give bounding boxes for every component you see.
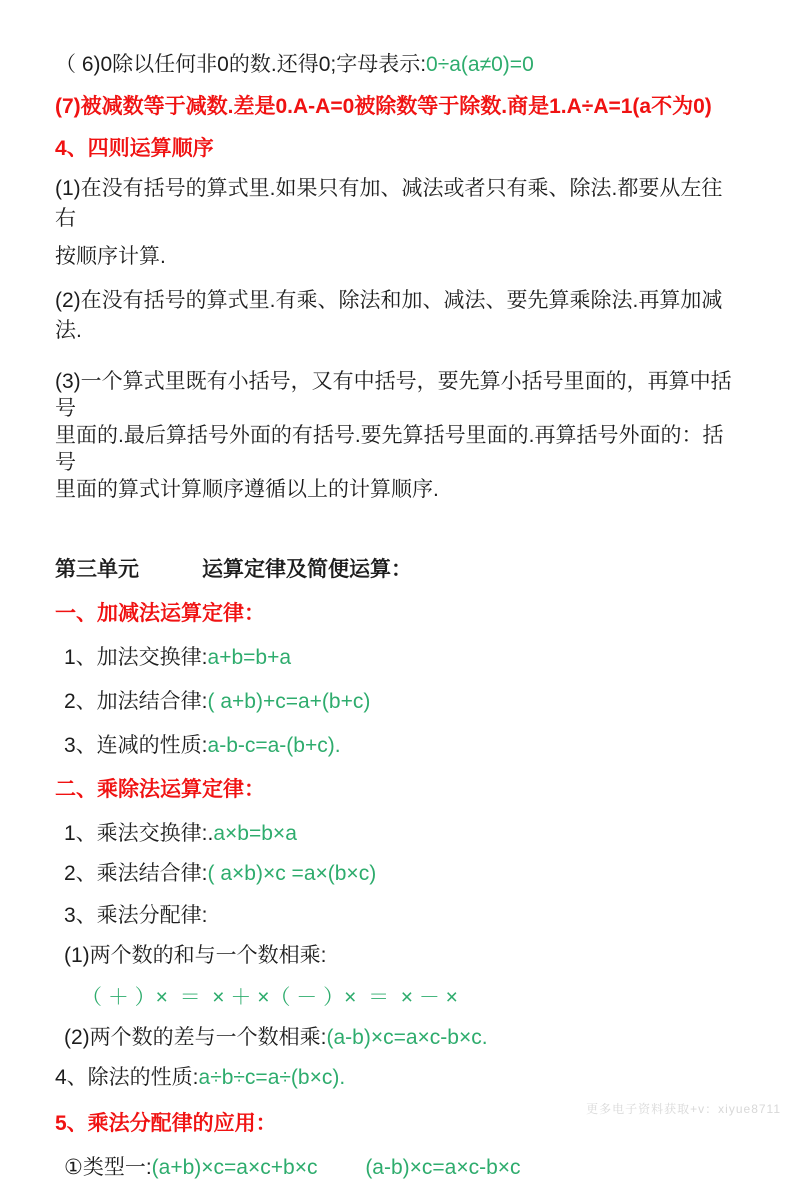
order-rule-1-line-1-seg-0: (1)在没有括号的算式里.如果只有加、减法或者只有乘、除法.都要从左往右 [55, 177, 723, 230]
heading-mul-div-laws [55, 775, 743, 805]
law-mul-associative-seg-1: ( a×b)×c =a×(b×c) [207, 862, 377, 885]
law-add-associative-seg-0: 2、加法结合律: [64, 690, 208, 713]
law-subtraction-property-seg-0: 3、连减的性质: [64, 734, 208, 757]
heading-mul-div-laws-seg-0: 二、乘除法运算定律： [55, 778, 265, 801]
order-rule-3-line-3-seg-0: 里面的算式计算顺序遵循以上的计算顺序. [55, 478, 439, 501]
order-rule-3-line-1-seg-0: (3)一个算式里既有小括号，又有中括号，要先算小括号里面的，再算中括号 [55, 370, 732, 420]
order-rule-3-line-2 [55, 422, 743, 476]
distributive-type-1-seg-2 [317, 1156, 365, 1179]
distributive-type-1-seg-3: (a-b)×c=a×c-b×c [365, 1156, 521, 1179]
order-rule-3-line-1 [55, 368, 743, 422]
law-mul-distributive [64, 901, 743, 931]
law-mul-associative-seg-0: 2、乘法结合律: [64, 862, 208, 885]
law-add-commutative-seg-1: a+b=b+a [207, 646, 292, 669]
distributive-case-2-seg-0: (2)两个数的差与一个数相乘: [64, 1026, 327, 1049]
distributive-case-1-label [64, 941, 743, 971]
law-add-commutative-seg-0: 1、加法交换律: [64, 646, 208, 669]
distributive-type-1 [64, 1153, 743, 1183]
order-rule-1-line-2 [55, 242, 743, 272]
law-division-property-seg-0: 4、除法的性质: [55, 1066, 199, 1089]
heading-add-sub-laws [55, 599, 743, 629]
rule-6-zero-divided-seg-0: （ 6)0除以任何非0的数.还得0;字母表示: [55, 53, 427, 76]
order-rule-1-line-1 [55, 174, 743, 234]
law-add-associative-seg-1: ( a+b)+c=a+(b+c) [207, 690, 371, 713]
heading-operation-order [55, 134, 743, 164]
heading-distributive-application-seg-0: 5、乘法分配律的应用： [55, 1112, 277, 1135]
law-division-property-seg-1: a÷b÷c=a÷(b×c). [198, 1066, 346, 1089]
order-rule-3-line-3 [55, 476, 743, 503]
law-mul-commutative-seg-1: a×b=b×a [213, 822, 297, 845]
law-division-property [55, 1063, 743, 1093]
order-rule-3-line-2-seg-0: 里面的.最后算括号外面的有括号.要先算括号里面的.再算括号外面的：括号 [55, 424, 724, 474]
distributive-type-1-seg-1: (a+b)×c=a×c+b×c [151, 1156, 318, 1179]
rule-7-minuend-equals-seg-0: (7)被减数等于减数.差是0.A-A=0被除数等于除数.商是1.A÷A=1(a不为0) [55, 95, 712, 118]
law-mul-commutative [64, 819, 743, 849]
distributive-case-2-seg-1: (a-b)×c=a×c-b×c. [326, 1026, 488, 1049]
distributive-case-2 [64, 1023, 743, 1053]
distributive-type-1-seg-0: ①类型一: [64, 1156, 152, 1179]
distributive-case-1-label-seg-0: (1)两个数的和与一个数相乘: [64, 944, 327, 967]
law-mul-associative [64, 859, 743, 889]
heading-add-sub-laws-seg-0: 一、加减法运算定律： [55, 602, 265, 625]
law-mul-commutative-seg-0: 1、乘法交换律:. [64, 822, 214, 845]
unit3-title [55, 555, 743, 585]
rule-7-minuend-equals [55, 92, 743, 122]
law-subtraction-property-seg-1: a-b-c=a-(b+c). [207, 734, 341, 757]
order-rule-2-seg-0: (2)在没有括号的算式里.有乘、除法和加、减法、要先算乘除法.再算加减法. [55, 289, 723, 342]
heading-operation-order-seg-0: 4、四则运算顺序 [55, 137, 214, 160]
order-rule-2 [55, 286, 743, 346]
law-add-commutative [64, 643, 743, 673]
rule-6-zero-divided-seg-1: 0÷a(a≠0)=0 [426, 53, 534, 76]
distributive-blank-formula [81, 983, 743, 1013]
law-mul-distributive-seg-0: 3、乘法分配律: [64, 904, 208, 927]
order-rule-1-line-2-seg-0: 按顺序计算. [55, 245, 166, 268]
law-subtraction-property [64, 731, 743, 761]
law-add-associative [64, 687, 743, 717]
watermark-text: 更多电子资料获取+v：xiyue8711 [586, 1102, 781, 1116]
unit3-title-seg-0: 第三单元 运算定律及简便运算： [55, 558, 412, 581]
document-body [55, 50, 743, 1183]
rule-6-zero-divided [55, 50, 743, 80]
distributive-blank-formula-seg-0: （ ＋ ）× ＝ × ＋ ×（ － ）× ＝ × － × [81, 986, 458, 1009]
